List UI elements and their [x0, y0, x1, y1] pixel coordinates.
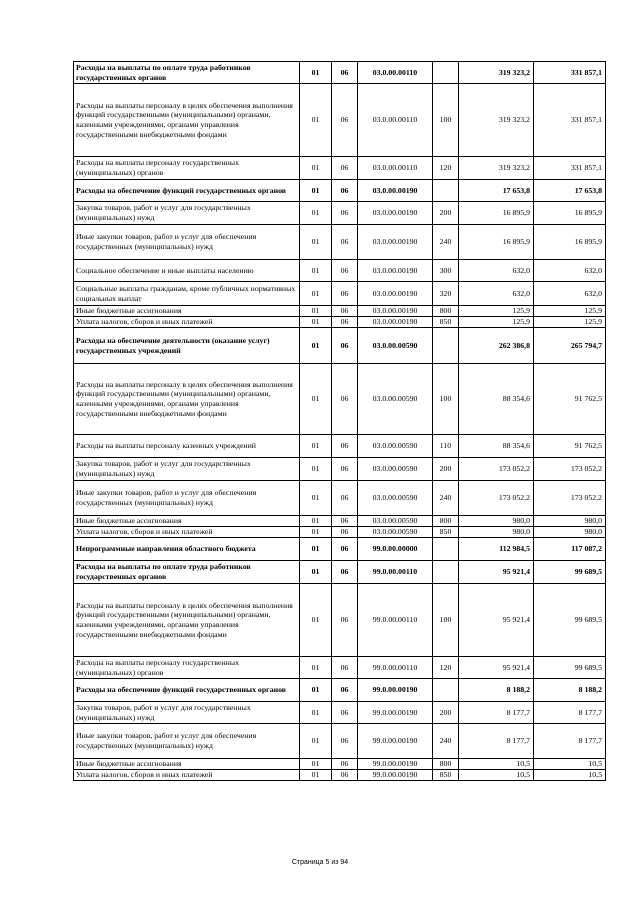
- row-name-cell: Расходы на выплаты по оплате труда работников государственных органов: [74, 561, 300, 584]
- section-code-cell: 01: [300, 317, 332, 328]
- amount-year1-cell: 112 984,5: [459, 538, 534, 561]
- section-code-cell: 01: [300, 364, 332, 435]
- target-article-cell: 03.0.00.00190: [358, 202, 433, 225]
- row-name-cell: Уплата налогов, сборов и иных платежей: [74, 770, 300, 781]
- amount-year2-cell: 17 653,8: [534, 180, 606, 202]
- amount-year2-cell: 331 857,1: [534, 84, 606, 157]
- amount-year1-cell: 262 386,8: [459, 328, 534, 364]
- amount-year1-cell: 8 188,2: [459, 679, 534, 702]
- subsection-code-cell: 06: [332, 364, 358, 435]
- subsection-code-cell: 06: [332, 202, 358, 225]
- amount-year1-cell: 319 323,2: [459, 157, 534, 180]
- section-code-cell: 01: [300, 282, 332, 306]
- subsection-code-cell: 06: [332, 759, 358, 770]
- target-article-cell: 03.0.00.00110: [358, 84, 433, 157]
- subsection-code-cell: 06: [332, 481, 358, 516]
- section-code-cell: 01: [300, 306, 332, 317]
- amount-year1-cell: 16 895,9: [459, 202, 534, 225]
- amount-year1-cell: 319 323,2: [459, 84, 534, 157]
- row-name-cell: Расходы на выплаты персоналу в целях обеспечения выполнения функций государственными (муниципальными) органами, казенными учреждениями, органами управления государственными внебюджетными фондами: [74, 84, 300, 157]
- row-name-cell: Иные закупки товаров, работ и услуг для обеспечения государственных (муниципальных) нужд: [74, 225, 300, 260]
- table-row: [74, 527, 606, 538]
- amount-year2-cell: 632,0: [534, 260, 606, 282]
- row-name-cell: Расходы на выплаты по оплате труда работников государственных органов: [74, 62, 300, 84]
- page-footer: Страница 5 из 94: [291, 859, 349, 866]
- target-article-cell: 99.0.00.00110: [358, 657, 433, 679]
- row-name-cell: Уплата налогов, сборов и иных платежей: [74, 317, 300, 328]
- amount-year1-cell: 125,9: [459, 306, 534, 317]
- row-name-cell: Расходы на выплаты персоналу в целях обеспечения выполнения функций государственными (муниципальными) органами, казенными учреждениями, органами управления государственными внебюджетными фондами: [74, 584, 300, 657]
- amount-year2-cell: 980,0: [534, 516, 606, 527]
- amount-year1-cell: 88 354,6: [459, 435, 534, 458]
- amount-year1-cell: 95 921,4: [459, 657, 534, 679]
- table-row: [74, 306, 606, 317]
- amount-year1-cell: 980,0: [459, 516, 534, 527]
- target-article-cell: 03.0.00.00190: [358, 225, 433, 260]
- subsection-code-cell: 06: [332, 584, 358, 657]
- table-row: [74, 702, 606, 724]
- table-row: [74, 84, 606, 157]
- amount-year1-cell: 8 177,7: [459, 724, 534, 759]
- table-row: [74, 62, 606, 84]
- amount-year1-cell: 632,0: [459, 260, 534, 282]
- subsection-code-cell: 06: [332, 282, 358, 306]
- expense-type-cell: [433, 561, 459, 584]
- amount-year2-cell: 99 689,5: [534, 561, 606, 584]
- section-code-cell: 01: [300, 702, 332, 724]
- expense-type-cell: [433, 180, 459, 202]
- row-name-cell: Закупка товаров, работ и услуг для государственных (муниципальных) нужд: [74, 458, 300, 481]
- amount-year2-cell: 8 177,7: [534, 702, 606, 724]
- table-row: [74, 679, 606, 702]
- table-row: [74, 759, 606, 770]
- expense-type-cell: 200: [433, 202, 459, 225]
- section-code-cell: 01: [300, 202, 332, 225]
- amount-year2-cell: 16 895,9: [534, 202, 606, 225]
- row-name-cell: Закупка товаров, работ и услуг для государственных (муниципальных) нужд: [74, 202, 300, 225]
- expense-type-cell: 850: [433, 527, 459, 538]
- row-name-cell: Иные закупки товаров, работ и услуг для обеспечения государственных (муниципальных) нужд: [74, 481, 300, 516]
- row-name-cell: Расходы на обеспечение функций государственных органов: [74, 679, 300, 702]
- row-name-cell: Расходы на обеспечение функций государственных органов: [74, 180, 300, 202]
- table-row: [74, 260, 606, 282]
- target-article-cell: 99.0.00.00190: [358, 724, 433, 759]
- target-article-cell: 03.0.00.00110: [358, 62, 433, 84]
- amount-year1-cell: 173 052,2: [459, 481, 534, 516]
- subsection-code-cell: 06: [332, 527, 358, 538]
- subsection-code-cell: 06: [332, 770, 358, 781]
- table-row: [74, 657, 606, 679]
- amount-year1-cell: 10,5: [459, 759, 534, 770]
- amount-year2-cell: 16 895,9: [534, 225, 606, 260]
- target-article-cell: 99.0.00.00190: [358, 679, 433, 702]
- table-row: [74, 458, 606, 481]
- amount-year2-cell: 99 689,5: [534, 657, 606, 679]
- amount-year2-cell: 173 052,2: [534, 458, 606, 481]
- expense-type-cell: 120: [433, 657, 459, 679]
- table-row: [74, 770, 606, 781]
- expense-type-cell: 200: [433, 458, 459, 481]
- section-code-cell: 01: [300, 458, 332, 481]
- row-name-cell: Расходы на обеспечение деятельности (оказание услуг) государственных учреждений: [74, 328, 300, 364]
- row-name-cell: Социальное обеспечение и иные выплаты населению: [74, 260, 300, 282]
- target-article-cell: 03.0.00.00190: [358, 306, 433, 317]
- expense-type-cell: 240: [433, 225, 459, 260]
- row-name-cell: Закупка товаров, работ и услуг для государственных (муниципальных) нужд: [74, 702, 300, 724]
- amount-year2-cell: 331 857,1: [534, 62, 606, 84]
- row-name-cell: Расходы на выплаты персоналу государственных (муниципальных) органов: [74, 657, 300, 679]
- expense-type-cell: 320: [433, 282, 459, 306]
- section-code-cell: 01: [300, 481, 332, 516]
- table-row: [74, 202, 606, 225]
- table-row: [74, 561, 606, 584]
- amount-year1-cell: 980,0: [459, 527, 534, 538]
- expense-type-cell: 100: [433, 84, 459, 157]
- target-article-cell: 03.0.00.00590: [358, 364, 433, 435]
- expense-type-cell: [433, 679, 459, 702]
- amount-year1-cell: 88 354,6: [459, 364, 534, 435]
- section-code-cell: 01: [300, 225, 332, 260]
- section-code-cell: 01: [300, 759, 332, 770]
- table-row: [74, 225, 606, 260]
- target-article-cell: 99.0.00.00190: [358, 759, 433, 770]
- target-article-cell: 03.0.00.00110: [358, 157, 433, 180]
- expense-type-cell: 300: [433, 260, 459, 282]
- row-name-cell: Расходы на выплаты персоналу в целях обеспечения выполнения функций государственными (муниципальными) органами, казенными учреждениями, органами управления государственными внебюджетными фондами: [74, 364, 300, 435]
- row-name-cell: Иные бюджетные ассигнования: [74, 759, 300, 770]
- subsection-code-cell: 06: [332, 702, 358, 724]
- amount-year2-cell: 173 052,2: [534, 481, 606, 516]
- section-code-cell: 01: [300, 584, 332, 657]
- section-code-cell: 01: [300, 260, 332, 282]
- table-row: [74, 538, 606, 561]
- amount-year1-cell: 319 323,2: [459, 62, 534, 84]
- target-article-cell: 99.0.00.00000: [358, 538, 433, 561]
- section-code-cell: 01: [300, 516, 332, 527]
- budget-table: [73, 61, 606, 781]
- table-row: [74, 282, 606, 306]
- target-article-cell: 03.0.00.00190: [358, 180, 433, 202]
- target-article-cell: 03.0.00.00590: [358, 328, 433, 364]
- row-name-cell: Социальные выплаты гражданам, кроме публичных нормативных социальных выплат: [74, 282, 300, 306]
- amount-year2-cell: 8 177,7: [534, 724, 606, 759]
- amount-year1-cell: 173 052,2: [459, 458, 534, 481]
- section-code-cell: 01: [300, 435, 332, 458]
- subsection-code-cell: 06: [332, 679, 358, 702]
- amount-year2-cell: 10,5: [534, 770, 606, 781]
- expense-type-cell: 110: [433, 435, 459, 458]
- amount-year2-cell: 10,5: [534, 759, 606, 770]
- row-name-cell: Уплата налогов, сборов и иных платежей: [74, 527, 300, 538]
- amount-year1-cell: 8 177,7: [459, 702, 534, 724]
- amount-year1-cell: 16 895,9: [459, 225, 534, 260]
- subsection-code-cell: 06: [332, 657, 358, 679]
- expense-type-cell: 800: [433, 516, 459, 527]
- table-row: [74, 364, 606, 435]
- row-name-cell: Иные бюджетные ассигнования: [74, 306, 300, 317]
- subsection-code-cell: 06: [332, 84, 358, 157]
- target-article-cell: 03.0.00.00590: [358, 527, 433, 538]
- subsection-code-cell: 06: [332, 180, 358, 202]
- expense-type-cell: 240: [433, 481, 459, 516]
- subsection-code-cell: 06: [332, 458, 358, 481]
- subsection-code-cell: 06: [332, 157, 358, 180]
- amount-year1-cell: 632,0: [459, 282, 534, 306]
- row-name-cell: Иные закупки товаров, работ и услуг для обеспечения государственных (муниципальных) нужд: [74, 724, 300, 759]
- table-row: [74, 317, 606, 328]
- section-code-cell: 01: [300, 561, 332, 584]
- table-row: [74, 157, 606, 180]
- row-name-cell: Расходы на выплаты персоналу государственных (муниципальных) органов: [74, 157, 300, 180]
- subsection-code-cell: 06: [332, 724, 358, 759]
- section-code-cell: 01: [300, 84, 332, 157]
- expense-type-cell: 100: [433, 584, 459, 657]
- subsection-code-cell: 06: [332, 516, 358, 527]
- section-code-cell: 01: [300, 157, 332, 180]
- target-article-cell: 03.0.00.00590: [358, 481, 433, 516]
- expense-type-cell: 850: [433, 770, 459, 781]
- amount-year2-cell: 91 762,5: [534, 364, 606, 435]
- amount-year2-cell: 8 188,2: [534, 679, 606, 702]
- amount-year1-cell: 95 921,4: [459, 561, 534, 584]
- expense-type-cell: 800: [433, 759, 459, 770]
- target-article-cell: 99.0.00.00110: [358, 561, 433, 584]
- table-body: [74, 62, 606, 781]
- section-code-cell: 01: [300, 180, 332, 202]
- expense-type-cell: 100: [433, 364, 459, 435]
- row-name-cell: Непрограммные направления областного бюджета: [74, 538, 300, 561]
- amount-year1-cell: 95 921,4: [459, 584, 534, 657]
- section-code-cell: 01: [300, 538, 332, 561]
- expense-type-cell: 200: [433, 702, 459, 724]
- table-row: [74, 584, 606, 657]
- amount-year1-cell: 125,9: [459, 317, 534, 328]
- amount-year1-cell: 10,5: [459, 770, 534, 781]
- expense-type-cell: [433, 538, 459, 561]
- target-article-cell: 03.0.00.00590: [358, 435, 433, 458]
- amount-year1-cell: 17 653,8: [459, 180, 534, 202]
- section-code-cell: 01: [300, 328, 332, 364]
- subsection-code-cell: 06: [332, 538, 358, 561]
- amount-year2-cell: 331 857,1: [534, 157, 606, 180]
- table-row: [74, 481, 606, 516]
- target-article-cell: 99.0.00.00190: [358, 702, 433, 724]
- table-row: [74, 435, 606, 458]
- amount-year2-cell: 632,0: [534, 282, 606, 306]
- expense-type-cell: [433, 62, 459, 84]
- section-code-cell: 01: [300, 770, 332, 781]
- target-article-cell: 99.0.00.00190: [358, 770, 433, 781]
- table-row: [74, 516, 606, 527]
- expense-type-cell: [433, 328, 459, 364]
- subsection-code-cell: 06: [332, 328, 358, 364]
- amount-year2-cell: 125,9: [534, 317, 606, 328]
- subsection-code-cell: 06: [332, 260, 358, 282]
- subsection-code-cell: 06: [332, 306, 358, 317]
- subsection-code-cell: 06: [332, 435, 358, 458]
- expense-type-cell: 850: [433, 317, 459, 328]
- expense-type-cell: 120: [433, 157, 459, 180]
- expense-type-cell: 800: [433, 306, 459, 317]
- subsection-code-cell: 06: [332, 561, 358, 584]
- section-code-cell: 01: [300, 724, 332, 759]
- target-article-cell: 03.0.00.00190: [358, 317, 433, 328]
- amount-year2-cell: 91 762,5: [534, 435, 606, 458]
- row-name-cell: Иные бюджетные ассигнования: [74, 516, 300, 527]
- amount-year2-cell: 125,9: [534, 306, 606, 317]
- subsection-code-cell: 06: [332, 62, 358, 84]
- amount-year2-cell: 99 689,5: [534, 584, 606, 657]
- table-row: [74, 180, 606, 202]
- section-code-cell: 01: [300, 62, 332, 84]
- section-code-cell: 01: [300, 527, 332, 538]
- section-code-cell: 01: [300, 679, 332, 702]
- amount-year2-cell: 265 794,7: [534, 328, 606, 364]
- amount-year2-cell: 117 087,2: [534, 538, 606, 561]
- table-row: [74, 724, 606, 759]
- table-row: [74, 328, 606, 364]
- subsection-code-cell: 06: [332, 225, 358, 260]
- target-article-cell: 03.0.00.00590: [358, 516, 433, 527]
- section-code-cell: 01: [300, 657, 332, 679]
- target-article-cell: 03.0.00.00590: [358, 458, 433, 481]
- target-article-cell: 03.0.00.00190: [358, 282, 433, 306]
- amount-year2-cell: 980,0: [534, 527, 606, 538]
- subsection-code-cell: 06: [332, 317, 358, 328]
- target-article-cell: 99.0.00.00110: [358, 584, 433, 657]
- row-name-cell: Расходы на выплаты персоналу казенных учреждений: [74, 435, 300, 458]
- expense-type-cell: 240: [433, 724, 459, 759]
- target-article-cell: 03.0.00.00190: [358, 260, 433, 282]
